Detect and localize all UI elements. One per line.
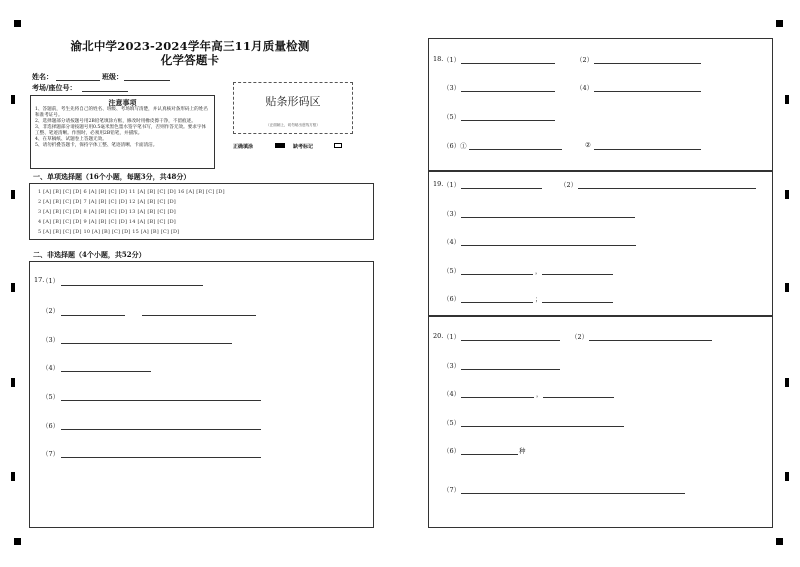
q19-part5-separator: ， bbox=[535, 267, 542, 275]
q17-part3-answer[interactable] bbox=[61, 343, 232, 344]
name-label: 姓名： bbox=[32, 72, 53, 81]
q19-part6-label: （6） bbox=[443, 295, 461, 303]
q18-part4-answer[interactable] bbox=[594, 91, 701, 92]
q19-part2-label: （2） bbox=[560, 181, 578, 189]
q17-part7-label: （7） bbox=[42, 450, 60, 458]
barcode-title: 贴条形码区 bbox=[265, 95, 321, 108]
q20-part1-answer[interactable] bbox=[461, 340, 560, 341]
q20-part6-unit: 种 bbox=[519, 447, 526, 455]
q19-part3-answer[interactable] bbox=[461, 217, 635, 218]
section2-title: 二、非选择题（4个小题，共52分） bbox=[33, 250, 146, 259]
q17-part1-label: （1） bbox=[42, 277, 60, 285]
name-field[interactable] bbox=[56, 80, 100, 81]
q18-part5-answer[interactable] bbox=[461, 120, 555, 121]
choice-row[interactable]: 3 [A] [B] [C] [D] 8 [A] [B] [C] [D] 13 [A] [B] [C] [D] bbox=[38, 209, 176, 215]
q17-part6-answer[interactable] bbox=[61, 429, 261, 430]
q18-part4-label: （4） bbox=[576, 84, 594, 92]
q20-part1-label: （1） bbox=[443, 333, 461, 341]
side-mark bbox=[785, 95, 789, 104]
class-label: 班级： bbox=[102, 72, 123, 81]
choice-row[interactable]: 5 [A] [B] [C] [D] 10 [A] [B] [C] [D] 15 [A] [B] [C] [D] bbox=[38, 229, 180, 235]
q20-part4-label: （4） bbox=[443, 390, 461, 398]
q20-part2-answer[interactable] bbox=[589, 340, 712, 341]
side-mark bbox=[11, 190, 15, 199]
q17-part5-answer[interactable] bbox=[61, 400, 261, 401]
q20-part5-label: （5） bbox=[443, 419, 461, 427]
q19-part5-label: （5） bbox=[443, 267, 461, 275]
notice-box bbox=[30, 95, 215, 169]
q20-part3-label: （3） bbox=[443, 362, 461, 370]
q19-part6-answer-b[interactable] bbox=[542, 302, 613, 303]
q17-part6-label: （6） bbox=[42, 422, 60, 430]
barcode-subtitle: （正面朝上，切勿贴出虚线方框） bbox=[266, 123, 320, 127]
q17-part2-label: （2） bbox=[42, 307, 60, 315]
q18-part6-answer-2[interactable] bbox=[594, 149, 701, 150]
q20-part6-label: （6） bbox=[443, 447, 461, 455]
side-mark bbox=[785, 378, 789, 387]
exam-title: 渝北中学2023-2024学年高三11月质量检测 bbox=[70, 39, 310, 53]
q20-part7-answer[interactable] bbox=[461, 493, 685, 494]
q17-number: 17. bbox=[34, 276, 45, 284]
q17-part2-answer-a[interactable] bbox=[61, 315, 125, 316]
q18-part2-answer[interactable] bbox=[594, 63, 701, 64]
side-mark bbox=[11, 95, 15, 104]
q17-part4-label: （4） bbox=[42, 364, 60, 372]
q20-box bbox=[428, 316, 773, 528]
side-mark bbox=[11, 283, 15, 292]
q18-part6-label-2: ② bbox=[585, 141, 591, 149]
notice-line: 2、选择题部分请按题号用2B铅笔填涂方框，修改时用橡皮擦干净，不留痕迹。 bbox=[35, 119, 196, 124]
q19-part6-answer-a[interactable] bbox=[461, 302, 533, 303]
q19-part1-label: （1） bbox=[443, 181, 461, 189]
q17-part1-answer[interactable] bbox=[61, 285, 203, 286]
corner-mark-bl bbox=[14, 538, 21, 545]
q17-part3-label: （3） bbox=[42, 336, 60, 344]
side-mark bbox=[785, 472, 789, 481]
q17-box bbox=[29, 261, 374, 528]
q18-part2-label: （2） bbox=[576, 56, 594, 64]
side-mark bbox=[11, 378, 15, 387]
q18-part1-answer[interactable] bbox=[461, 63, 555, 64]
exam-seat-label: 考场/座位号： bbox=[32, 83, 77, 92]
notice-line: 5、请勿折叠答题卡，保持字体工整、笔迹清晰、卡面清洁。 bbox=[35, 143, 158, 148]
q18-box bbox=[428, 38, 773, 171]
card-title: 化学答题卡 bbox=[160, 53, 220, 67]
barcode-area bbox=[233, 82, 353, 134]
choice-row[interactable]: 4 [A] [B] [C] [D] 9 [A] [B] [C] [D] 14 [A] [B] [C] [D] bbox=[38, 219, 176, 225]
q19-part1-answer[interactable] bbox=[461, 188, 542, 189]
q19-part4-label: （4） bbox=[443, 238, 461, 246]
q17-part7-answer[interactable] bbox=[61, 457, 261, 458]
q17-part2-answer-b[interactable] bbox=[142, 315, 256, 316]
side-mark bbox=[785, 190, 789, 199]
q20-part4-answer-b[interactable] bbox=[543, 397, 614, 398]
correct-fill-sample bbox=[275, 143, 285, 148]
q20-part6-answer[interactable] bbox=[461, 454, 518, 455]
notice-line: 1、答题前，考生先将自己的姓名、班级、考场填写清楚，并认真核对条形码上的姓名和准考证号。 bbox=[35, 107, 208, 118]
exam-seat-field[interactable] bbox=[82, 91, 128, 92]
side-mark bbox=[785, 283, 789, 292]
corner-mark-br bbox=[776, 538, 783, 545]
missing-mark-checkbox[interactable] bbox=[334, 143, 342, 148]
q18-part3-answer[interactable] bbox=[461, 91, 555, 92]
q19-part6-separator: ； bbox=[535, 295, 542, 303]
notice-line: 3、非选择题部分请按题号用0.5毫米黑色墨水签字笔书写，否则作答无效。要求字体工整、笔迹清晰。作图时，必须用2B铅笔，并描浓。 bbox=[35, 125, 207, 136]
class-field[interactable] bbox=[124, 80, 170, 81]
q20-number: 20. bbox=[433, 332, 444, 340]
notice-line: 4、在草稿纸、试题卷上答题无效。 bbox=[35, 137, 107, 142]
q19-part5-answer-a[interactable] bbox=[461, 274, 533, 275]
q18-part6-label: （6）① bbox=[443, 142, 467, 150]
q20-part2-label: （2） bbox=[571, 333, 589, 341]
q19-part5-answer-b[interactable] bbox=[542, 274, 613, 275]
q20-part7-label: （7） bbox=[443, 486, 461, 494]
choice-box bbox=[29, 183, 374, 240]
q20-part4-answer-a[interactable] bbox=[461, 397, 534, 398]
q18-part1-label: （1） bbox=[443, 56, 461, 64]
q20-part3-answer[interactable] bbox=[461, 369, 560, 370]
side-mark bbox=[11, 472, 15, 481]
q18-part3-label: （3） bbox=[443, 84, 461, 92]
corner-mark-tr bbox=[776, 20, 783, 27]
q18-part6-answer-1[interactable] bbox=[469, 149, 562, 150]
q20-part5-answer[interactable] bbox=[461, 426, 624, 427]
correct-fill-label: 正确填涂 bbox=[233, 144, 254, 150]
corner-mark-tl bbox=[14, 20, 21, 27]
q19-part3-label: （3） bbox=[443, 210, 461, 218]
q19-part2-answer[interactable] bbox=[578, 188, 756, 189]
missing-mark-label: 缺考标记 bbox=[293, 144, 314, 150]
section1-title: 一、单项选择题（16个小题，每题3分，共48分） bbox=[33, 172, 191, 181]
notice-title: 注意事项 bbox=[108, 98, 137, 107]
q17-part5-label: （5） bbox=[42, 393, 60, 401]
q19-box bbox=[428, 171, 773, 316]
choice-row[interactable]: 1 [A] [B] [C] [D] 6 [A] [B] [C] [D] 11 [A] [B] [C] [D] 16 [A] [B] [C] [D] bbox=[38, 189, 225, 195]
q18-part5-label: （5） bbox=[443, 113, 461, 121]
q19-part4-answer[interactable] bbox=[461, 245, 636, 246]
q19-number: 19. bbox=[433, 180, 444, 188]
q17-part4-answer[interactable] bbox=[61, 371, 151, 372]
q20-part4-separator: ， bbox=[536, 390, 543, 398]
choice-row[interactable]: 2 [A] [B] [C] [D] 7 [A] [B] [C] [D] 12 [A] [B] [C] [D] bbox=[38, 199, 176, 205]
q18-number: 18. bbox=[433, 55, 444, 63]
